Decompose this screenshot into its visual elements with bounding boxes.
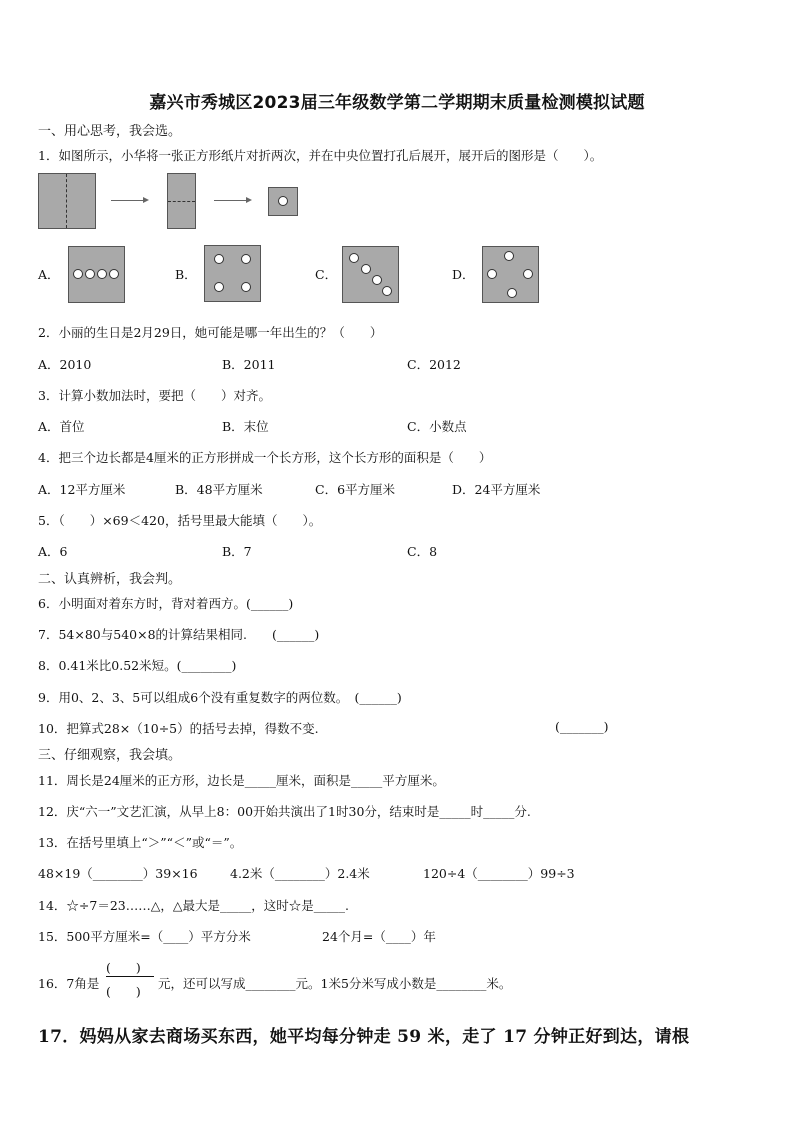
question-1: 1．如图所示，小华将一张正方形纸片对折两次，并在中央位置打孔后展开，展开后的图形是（ ）。 (38, 148, 603, 163)
question-14: 14．☆÷7＝23……△，△最大是_____，这时☆是_____. (38, 898, 349, 913)
question-2: 2．小丽的生日是2月29日，她可能是哪一年出生的？（ ） (38, 325, 383, 340)
paper-folded-twice (268, 187, 298, 216)
q2-option-b[interactable]: B．2011 (222, 357, 276, 372)
arrow-icon (214, 200, 250, 201)
q4-option-d[interactable]: D．24平方厘米 (452, 482, 541, 497)
question-17: 17．妈妈从家去商场买东西，她平均每分钟走 59 米，走了 17 分钟正好到达，请根 (38, 1027, 690, 1047)
question-9: 9．用0、2、3、5可以组成6个没有重复数字的两位数。 (______) (38, 690, 402, 705)
paper-square (38, 173, 96, 229)
q2-option-c[interactable]: C．2012 (407, 357, 461, 372)
q5-option-c[interactable]: C．8 (407, 544, 438, 559)
question-10: 10．把算式28×（10÷5）的括号去掉，得数不变. (38, 721, 319, 736)
arrow-icon (111, 200, 147, 201)
q3-option-c[interactable]: C．小数点 (407, 419, 467, 434)
q10-answer-blank[interactable]: (_______) (555, 719, 609, 734)
q3-option-b[interactable]: B．末位 (222, 419, 269, 434)
option-b-label: B． (175, 267, 197, 282)
section-2-heading: 二、认真辨析，我会判。 (38, 572, 182, 587)
option-a-label: A． (38, 267, 60, 282)
q13-item-2[interactable]: 4.2米（________）2.4米 (230, 866, 370, 881)
q3-option-a[interactable]: A．首位 (38, 419, 85, 434)
option-d-label: D． (452, 267, 475, 282)
option-b-figure[interactable] (204, 245, 261, 302)
q4-option-a[interactable]: A．12平方厘米 (38, 482, 126, 497)
question-13: 13．在括号里填上“＞”“＜”或“＝”。 (38, 835, 243, 850)
question-3: 3．计算小数加法时，要把（ ）对齐。 (38, 388, 271, 403)
question-11: 11．周长是24厘米的正方形，边长是_____厘米，面积是_____平方厘米。 (38, 773, 445, 788)
question-16-prefix: 16．7角是 (38, 976, 100, 991)
question-5: 5．（ ）×69＜420，括号里最大能填（ ）。 (38, 513, 322, 528)
page-title: 嘉兴市秀城区2023届三年级数学第二学期期末质量检测模拟试题 (149, 93, 645, 113)
q4-option-c[interactable]: C．6平方厘米 (315, 482, 396, 497)
q5-option-a[interactable]: A．6 (38, 544, 68, 559)
section-1-heading: 一、用心思考，我会选。 (38, 124, 182, 139)
question-12: 12．庆“六一”文艺汇演，从早上8：00开始共演出了1时30分，结束时是_____时_____分. (38, 804, 531, 819)
question-7: 7．54×80与540×8的计算结果相同. (______) (38, 627, 320, 642)
fraction-denominator[interactable]: ( ) (106, 984, 141, 999)
question-8: 8．0.41米比0.52米短。(________) (38, 658, 237, 673)
fraction-numerator[interactable]: ( ) (106, 960, 141, 975)
q13-item-1[interactable]: 48×19（________）39×16 (38, 866, 198, 881)
q13-item-3[interactable]: 120÷4（________）99÷3 (423, 866, 575, 881)
option-a-figure[interactable] (68, 246, 125, 303)
fraction-bar (106, 976, 154, 977)
q5-option-b[interactable]: B．7 (222, 544, 252, 559)
option-d-figure[interactable] (482, 246, 539, 303)
question-4: 4．把三个边长都是4厘米的正方形拼成一个长方形，这个长方形的面积是（ ） (38, 450, 492, 465)
option-c-figure[interactable] (342, 246, 399, 303)
q2-option-a[interactable]: A．2010 (38, 357, 92, 372)
question-6: 6．小明面对着东方时，背对着西方。(______) (38, 596, 294, 611)
question-15-b: 24个月=（____）年 (322, 929, 436, 944)
option-c-label: C． (315, 267, 338, 282)
question-15-a: 15．500平方厘米=（____）平方分米 (38, 929, 251, 944)
section-3-heading: 三、仔细观察，我会填。 (38, 748, 182, 763)
question-16-suffix: 元，还可以写成________元。1米5分米写成小数是________米。 (158, 976, 512, 991)
q4-option-b[interactable]: B．48平方厘米 (175, 482, 263, 497)
paper-folded-once (167, 173, 196, 229)
